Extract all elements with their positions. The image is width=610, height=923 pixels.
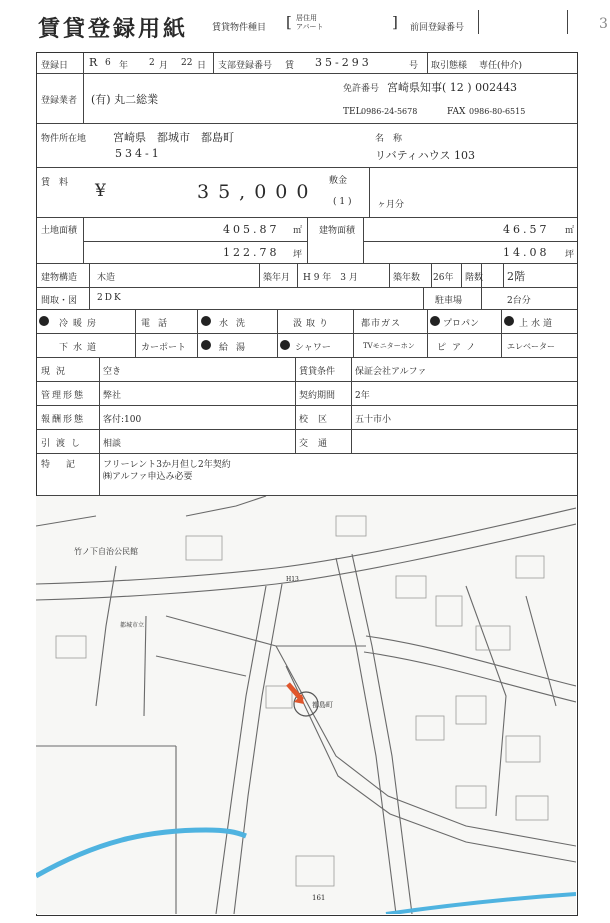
deal-label: 取引態様: [431, 61, 468, 71]
license-label: 免許番号: [343, 84, 380, 94]
bldg-label: 建物面積: [319, 226, 356, 236]
fax-value: 0986-80-6515: [469, 107, 526, 116]
mgmt-label: 管理形態: [41, 391, 86, 401]
facility-water: 上水道: [519, 319, 556, 329]
facility-citygas: 都市ガス: [361, 319, 402, 329]
facility-carport: カーポート: [141, 343, 187, 353]
form-title: 賃貸登録用紙: [38, 16, 189, 42]
mgmt-value: 弊社: [103, 391, 122, 401]
facility-dot-water: [504, 316, 514, 326]
facility-flush: 水洗: [219, 319, 254, 329]
facility-shower: シャワー: [295, 343, 331, 353]
property-addr2: 534-1: [115, 147, 162, 160]
rent-currency: ¥: [95, 181, 106, 201]
deposit-value: ( 1 ): [333, 197, 352, 207]
parking-value: 2台分: [507, 296, 531, 306]
map-label-road: 都城市立: [120, 622, 145, 629]
reg-month-unit: 月: [159, 61, 169, 71]
tel-label: TEL: [343, 107, 362, 117]
rent-amount: 35,000: [197, 181, 318, 203]
bracket-open: [: [286, 13, 292, 31]
parking-label: 駐車場: [435, 296, 463, 306]
notes-line-1: フリーレント3か月但し2年契約: [103, 460, 231, 470]
facility-elevator: エレベーター: [507, 342, 555, 351]
land-tsubo-unit: 坪: [293, 250, 303, 260]
location-map: [36, 496, 576, 914]
built-label: 築年月: [263, 273, 291, 283]
map-label-r: H13: [286, 576, 299, 583]
branch-prefix: 賃: [285, 61, 295, 71]
facility-phone: 電話: [141, 319, 176, 329]
term-label: 契約期間: [299, 391, 336, 401]
facility-pumpout: 汲取り: [293, 319, 333, 329]
facility-propane: プロパン: [443, 319, 480, 329]
property-name: リバティハウス 103: [375, 149, 475, 162]
layout-label: 間取・図: [41, 296, 78, 306]
built-value: H 9 年 3 月: [303, 273, 358, 283]
layout-value: 2DK: [97, 293, 123, 303]
branch-no: 35-293: [315, 56, 372, 69]
cond-label: 賃貸条件: [299, 367, 336, 377]
reg-date-label: 登録日: [41, 61, 69, 71]
corner-digit: 3: [599, 16, 608, 32]
notes-label: 特記: [41, 460, 92, 470]
facility-hotwater: 給湯: [219, 343, 254, 353]
handover-value: 相談: [103, 439, 122, 449]
structure-label: 建物構造: [41, 273, 78, 283]
rent-label: 賃 料: [41, 178, 69, 188]
map-page-number: 161: [312, 894, 326, 902]
branch-label: 支部登録番号: [218, 61, 273, 71]
school-value: 五十市小: [355, 415, 392, 425]
agent-name: (有) 丸二総業: [91, 93, 159, 106]
land-sqm: 405.87: [223, 223, 280, 236]
status-label: 現況: [41, 367, 72, 377]
type-label: 賃貸物件種目: [212, 23, 267, 33]
transport-label: 交通: [299, 439, 338, 449]
handover-label: 引渡し: [41, 439, 87, 449]
facility-sewer: 下水道: [59, 343, 102, 353]
land-label: 土地面積: [41, 226, 78, 236]
facility-dot-shower: [280, 340, 290, 350]
notes-line-2: ㈱アルファ申込み必要: [103, 472, 193, 482]
age-label: 築年数: [393, 273, 421, 283]
prev-reg-field[interactable]: [478, 10, 568, 34]
bldg-sqm: 46.57: [503, 223, 550, 236]
reg-year: 6: [105, 58, 111, 68]
facility-dot-propane: [430, 316, 440, 326]
reg-month: 2: [149, 58, 155, 68]
map-drawing: [36, 496, 576, 914]
map-label-park: 竹ノ下自治公民館: [74, 547, 138, 556]
facility-cooling: 冷暖房: [59, 319, 102, 329]
tel-value: 0986-24-5678: [361, 107, 418, 116]
agent-label: 登録業者: [41, 96, 78, 106]
deal-value: 専任(仲介): [479, 61, 523, 71]
fax-label: FAX: [447, 107, 466, 117]
school-label: 校区: [299, 415, 338, 425]
facility-dot-flush: [201, 316, 211, 326]
status-value: 空き: [103, 367, 122, 377]
floors-label: 階数: [465, 273, 484, 283]
land-sqm-unit: ㎡: [293, 226, 303, 236]
type-options: 居住用 アパート: [296, 14, 324, 31]
facility-dot-cooling: [39, 316, 49, 326]
property-label: 物件所在地: [41, 134, 87, 144]
facility-tv-intercom: TVモニターホン: [363, 342, 415, 350]
deposit-label: 敷金: [329, 176, 348, 186]
property-addr1: 宮崎県 都城市 都島町: [113, 131, 234, 144]
branch-suffix: 号: [409, 61, 419, 71]
age-value: 26年: [433, 273, 454, 283]
reg-day: 22: [181, 58, 193, 68]
bracket-close: ]: [392, 13, 398, 31]
floors-value: 2階: [507, 270, 525, 283]
deposit-unit: ヶ月分: [377, 200, 405, 210]
reg-day-unit: 日: [197, 61, 207, 71]
cond-value: 保証会社アルファ: [355, 367, 427, 377]
bldg-sqm-unit: ㎡: [565, 226, 575, 236]
facility-piano: ピアノ: [437, 343, 482, 353]
facility-dot-hotwater: [201, 340, 211, 350]
license-value: 宮崎県知事( 12 ) 002443: [387, 81, 518, 94]
fee-value: 客付:100: [103, 415, 142, 425]
land-tsubo: 122.78: [223, 246, 280, 259]
reg-year-unit: 年: [119, 61, 129, 71]
structure-value: 木造: [97, 273, 116, 283]
term-value: 2年: [355, 391, 370, 401]
bldg-tsubo: 14.08: [503, 246, 550, 259]
bldg-tsubo-unit: 坪: [565, 250, 575, 260]
fee-label: 報酬形態: [41, 415, 86, 425]
reg-era: R: [89, 56, 98, 69]
name-label: 名 称: [375, 134, 403, 144]
map-label-target: 都島町: [312, 701, 333, 709]
prev-label: 前回登録番号: [410, 23, 465, 33]
